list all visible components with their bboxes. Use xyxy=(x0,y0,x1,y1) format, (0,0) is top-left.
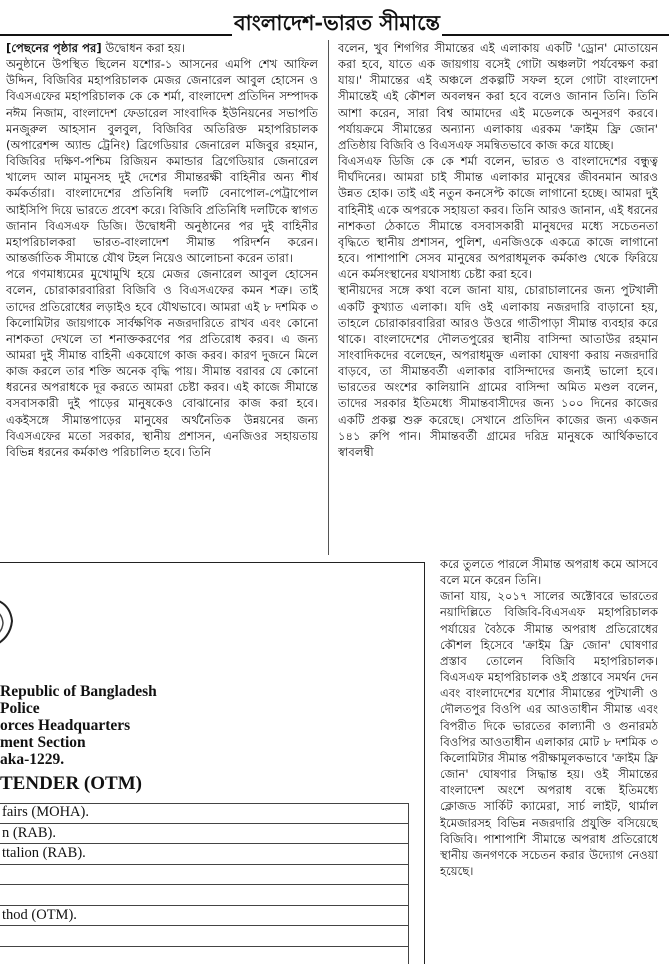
article-column-right xyxy=(338,40,658,555)
article-paragraph: জানা যায়, ২০১৭ সালের অক্টোবরে ভারতের নয়াদিল্লিতে বিজিবি-বিএসএফ মহাপরিচালক পর্যায়ের বৈঠকে সীমান্ত অপরাধ প্রতিরোধের কৌশল হিসেবে 'ক্রাইম ফ্রি জোন' ঘোষণার প্রস্তাব তোলেন বিজিবি মহাপরিচালক। বিএসএফ মহাপরিচালক ওই প্রস্তাবে সমর্থন দেন এবং বাংলাদেশের যশোর সীমান্তের পুটখালী ও দৌলতপুর বিওপি এর আওতাধীন সীমান্ত এবং বিপরীত দিকে ভারতের কাল্যানী ও গুনারমঠ বিওপির আওতাধীন এলাকার মোট ৮ দশমিক ৩ কিলোমিটার সীমান্ত পরীক্ষামূলকভাবে 'ক্রাইম ফ্রি জোন' ঘোষণার সিদ্ধান্ত হয়। ওই সীমান্তের বাংলাদেশ অংশে অপরাধ বন্ধে ইতিমধ্যে ক্লোজড সার্কিট ক্যামেরা, সার্চ লাইট, থার্মাল ইমেজারসহ বিভিন্ন নজরদারি প্রযুক্তি বসিয়েছে বিজিবি। পাশাপাশি সীমান্তে অপরাধ প্রতিরোধে স্থানীয় জনগণকে সচেতন করার উদ্যোগ নেওয়া হয়েছে। xyxy=(440,588,658,879)
tender-issuer xyxy=(0,683,157,768)
table-row: fairs (MOHA). xyxy=(0,803,408,824)
article-paragraph: স্থানীয়দের সঙ্গে কথা বলে জানা যায়, চোরাচালানের জন্য পুটখালী একটি কুখ্যাত এলাকা। যদি ওই এলাকায় নজরদারি বাড়ানো হয়, তাহলে চোরাকারবারিরা আরও উওরে গাতীপাড়া সীমান্ত ব্যবহার করে থাকে। বাংলাদেশের দৌলতপুরের স্থানীয় বাসিন্দা আতাউর রহমান সাংবাদিকদের বলেছেন, অপরাধমুক্ত এলাকা ঘোষণা করায় নজরদারি বাড়বে, তা সীমান্তবর্তী এলাকার বাসিন্দাদের জন্যই ভালো হবে। ভারতের অংশের কালিয়ানি গ্রামের বাসিন্দা অমিত মণ্ডল বলেন, তাদের সরকার ইতিমধ্যে সীমান্তবাসীদের জন্য ১০০ দিনের কাজের একটি প্রকল্প শুরু করেছে। সেখানে প্রতিদিন কাজের জন্য একজন ১৪১ রুপি পান। সীমান্তবর্তী গ্রামের দরিদ্র মানুষকে আর্থিকভাবে স্বাবলম্বী xyxy=(338,282,658,460)
first-line-text: উদ্বোধন করা হয়। xyxy=(102,41,185,55)
tender-advertisement xyxy=(0,562,425,964)
issuer-line: Republic of Bangladesh xyxy=(0,683,157,700)
table-row: n (RAB). xyxy=(0,824,408,845)
article-paragraph: অনুষ্ঠানে উপস্থিত ছিলেন যশোর-১ আসনের এমপি শেখ আফিল উদ্দিন, বিজিবির মহাপরিচালক মেজর জেনারেল আবুল হোসেন ও বিএসএফের মহাপরিচালক কে কে শর্মা, বাংলাদেশ প্রতিদিন সম্পাদক নঈম নিজাম, বাংলাদেশ ফেডারেল সাংবাদিক ইউনিয়নের সভাপতি মনজুরুল আহসান বুলবুল, বিজিবির অতিরিক্ত মহাপরিচালক (অপারেশন্স অ্যান্ড ট্রেনিং) ব্রিগেডিয়ার জেনারেল মজিবুর রহমান, বিজিবির দক্ষিণ-পশ্চিম রিজিয়ন কমান্ডার ব্রিগেডিয়ার জেনারেল খালেদ আল মামুনসহ দুই দেশের সীমান্তরক্ষী বাহিনীর অন্য শীর্ষ কর্মকর্তারা। বাংলাদেশের প্রতিনিধি দলটি বেনাপোল-পেট্রাপোল আইসিপি দিয়ে ভারতে প্রবেশ করে। বিজিবি প্রতিনিধি দলটিকে স্বাগত জানান বিএসএফ ডিজি। উদ্বোধনী অনুষ্ঠানের পর দুই বাহিনীর মহাপরিচালকরা ভারত-বাংলাদেশ সীমান্ত পরিদর্শন করেন। আন্তর্জাতিক সীমান্তে যৌথ টহল নিয়েও আলোচনা করেন তারা। xyxy=(6,56,318,266)
table-row xyxy=(0,947,408,964)
table-row: thod (OTM). xyxy=(0,906,408,927)
column-divider xyxy=(328,40,329,555)
table-row xyxy=(0,865,408,886)
article-paragraph xyxy=(6,40,318,56)
issuer-line: orces Headquarters xyxy=(0,717,157,734)
article-paragraph: পরে গণমাধ্যমের মুখোমুখি হয়ে মেজর জেনারেল আবুল হোসেন বলেন, চোরাকারবারিরা বিজিবি ও বিএসএফের কমন শত্রু। তাই তাদের প্রতিরোধের লড়াইও হবে যৌথভাবে। আমরা এই ৮ দশমিক ৩ কিলোমিটার জায়গাকে সার্বক্ষণিক নজরদারিতে রাখব এবং কোনো নাশকতা দেখলে তা শনাক্তকরণের পর প্রতিরোধ করব। এ জন্য আমরা দুই সীমান্ত বাহিনী একযোগে কাজ করব। কারণ দুজনে মিলে কাজ করলে তার শক্তি অনেক বৃদ্ধি পায়। সীমান্ত বরাবর যে কোনো ধরনের অপরাধকে দূর করতে আমরা চেষ্টা করব। এই কাজে সীমান্তে বসবাসকারী দুই পাড়ের মানুষকেও বোঝানোর কাজ করা হবে। একইসঙ্গে সীমান্তপাড়ের মানুষের অর্থনৈতিক উন্নয়নের জন্য বিএসএফের মতো সরকার, স্থানীয় প্রশাসন, এনজিওর সহায়তায় বিভিন্ন ধরনের কর্মকাণ্ড পরিচালিত হবে। তিনি xyxy=(6,266,318,460)
table-row: ttalion (RAB). xyxy=(0,844,408,865)
page-title: বাংলাদেশ-ভারত সীমান্তে xyxy=(232,8,442,38)
article-paragraph: বিএসএফ ডিজি কে কে শর্মা বলেন, ভারত ও বাংলাদেশের বন্ধুত্ব দীর্ঘদিনের। আমরা চাই সীমান্ত এলাকার মানুষের জীবনমান আরও উন্নত হোক। তাই এই নতুন কনসেপ্ট কাজে লাগানো হচ্ছে। আমরা দুই বাহিনীই একে অপরকে সহায়তা করব। তিনি আরও জানান, এই ধরনের নাশকতা ঠেকাতে সীমান্তে বসবাসকারী মানুষদের মধ্যে সচেতনতা বৃদ্ধিতে স্থানীয় প্রশাসন, পুলিশ, এনজিওকে একত্রে কাজে লাগানো হবে। পাশাপাশি সেসব মানুষের অপরাধমূলক কর্মকাণ্ড থেকে ফিরিয়ে এনে কর্মসংস্থানের যথাসাধ্য চেষ্টা করা হবে। xyxy=(338,153,658,282)
issuer-line: ment Section xyxy=(0,734,157,751)
issuer-line: Police xyxy=(0,700,157,717)
article-paragraph: বলেন, খুব শিগগির সীমান্তের এই এলাকায় একটি 'ড্রোন' মোতায়েন করা হবে, যাতে এক জায়গায় বসেই গোটা অঞ্চলটা পর্যবেক্ষণ করা যায়।' সীমান্তের এই অঞ্চলে প্রকল্পটি সফল হলে গোটা বাংলাদেশ সীমান্তেই এই কৌশল অবলম্বন করা হবে বলেও জানান তিনি। তিনি আশা করেন, সারা বিশ্ব আমাদের এই মডেলকে অনুসরণ করবে। পর্যায়ক্রমে সীমান্তের অন্যান্য এলাকায় এরকম 'ক্রাইম ফ্রি জোন' প্রতিষ্ঠায় বিজিবি ও বিএসএফ সমন্বিতভাবে কাজ করে যাচ্ছে। xyxy=(338,40,658,153)
emblem-icon xyxy=(0,593,18,653)
table-row xyxy=(0,926,408,947)
tender-title: TENDER (OTM) xyxy=(0,773,142,795)
article-paragraph: করে তুলতে পারলে সীমান্ত অপরাধ কমে আসবে বলে মনে করেন তিনি। xyxy=(440,556,658,588)
article-column-right-lower xyxy=(440,556,658,956)
tender-table xyxy=(0,803,408,964)
table-row xyxy=(0,885,408,906)
continued-label: [পেছনের পৃষ্ঠার পর] xyxy=(6,41,102,55)
issuer-line: aka-1229. xyxy=(0,751,157,768)
article-column-left xyxy=(6,40,318,555)
